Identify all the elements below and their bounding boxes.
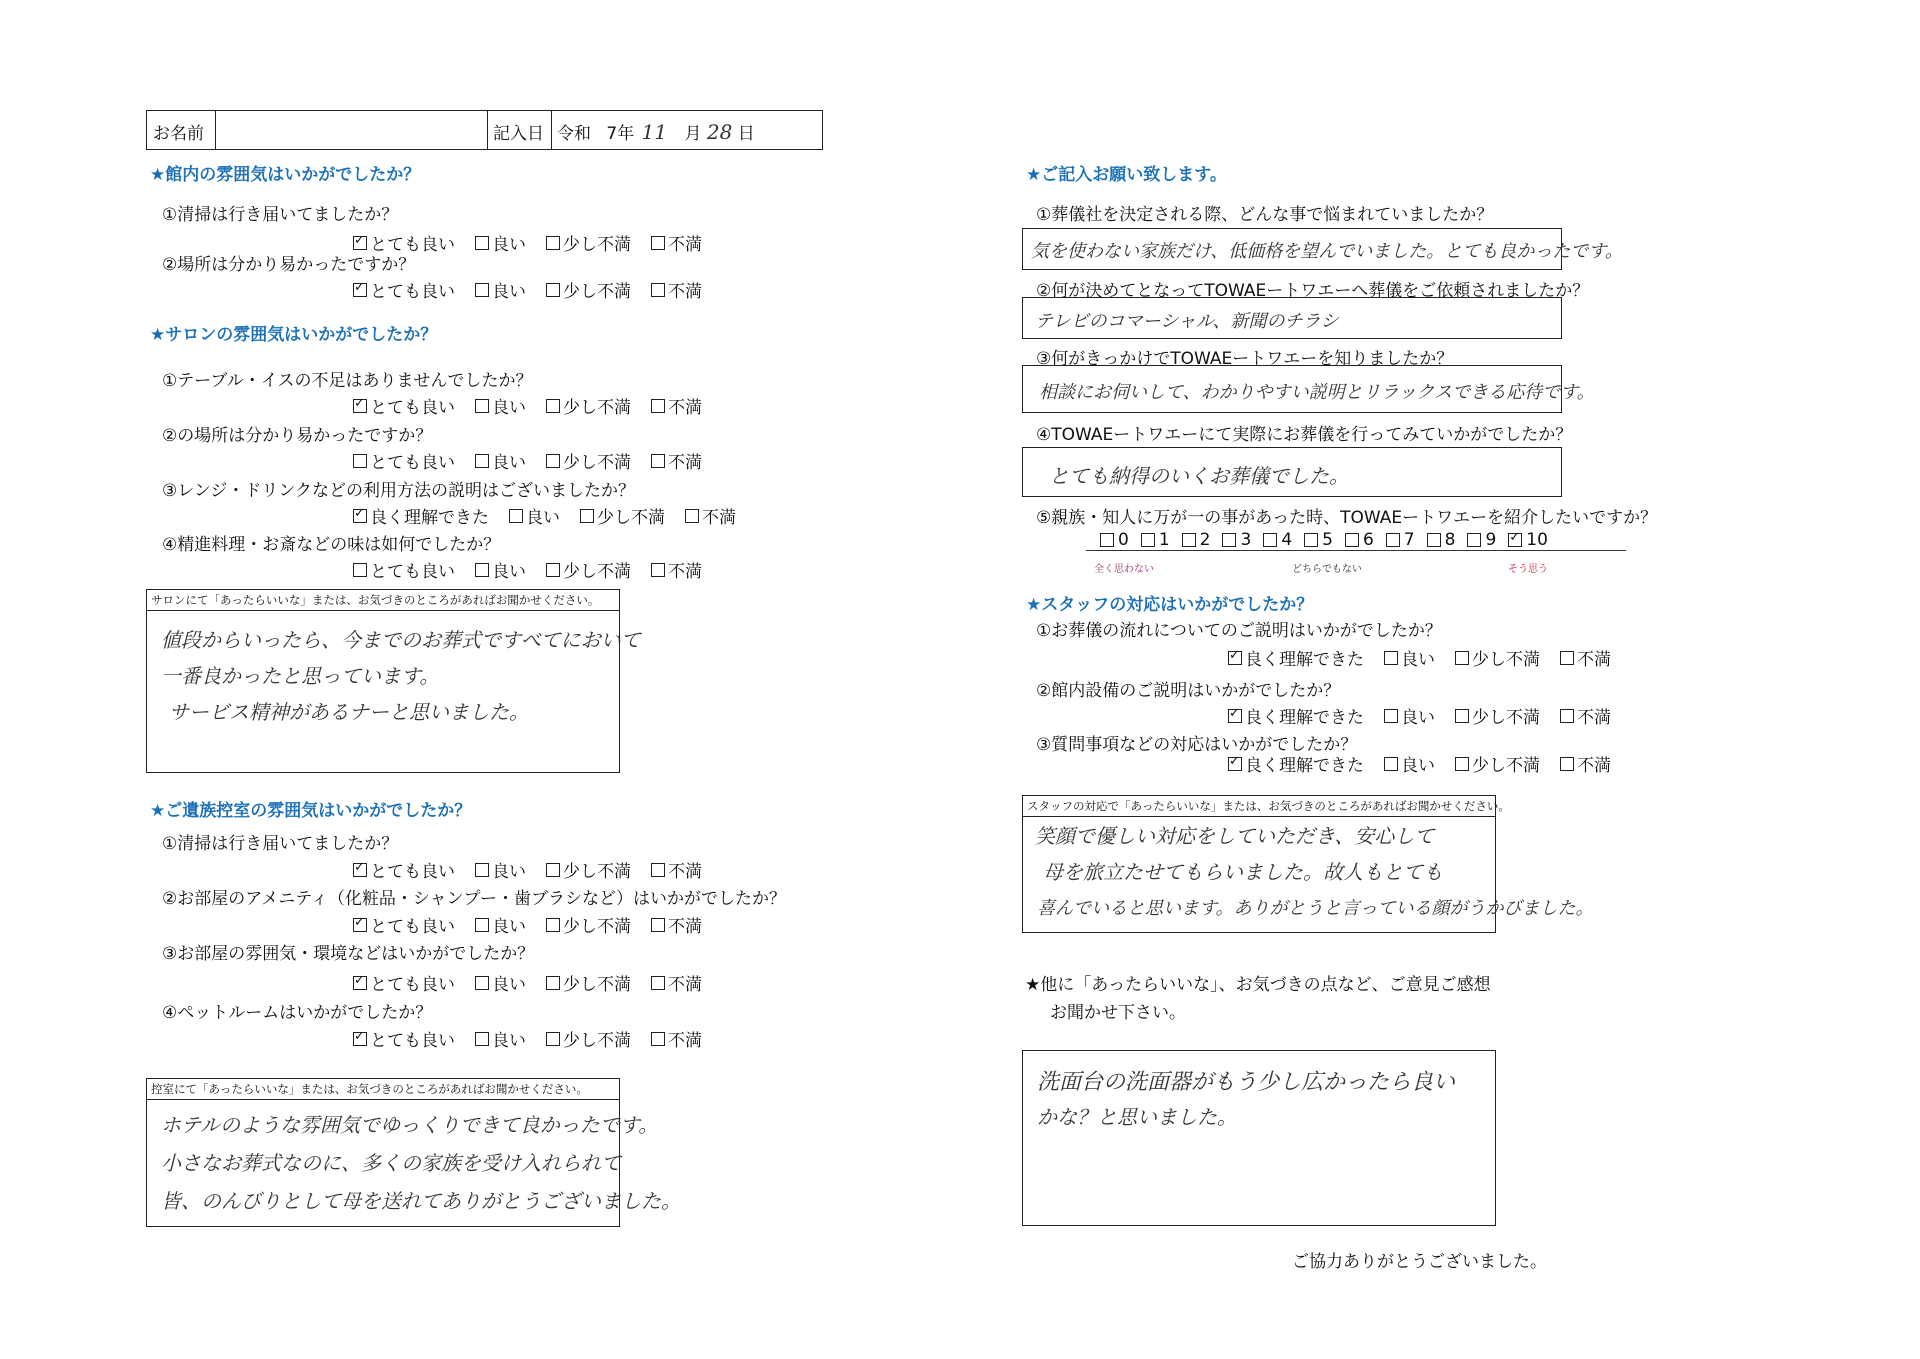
checkbox-icon[interactable] [546, 1032, 560, 1046]
question-concerns: ①葬儀社を決定される際、どんな事で悩まれていましたか？ [1036, 205, 1494, 225]
year: 7年 [606, 124, 635, 144]
other-comments-title: ★他に「あったらいいな」、お気づきの点など、ご意見ご感想 [1025, 975, 1491, 995]
option-label: 少し不満 [1472, 756, 1540, 776]
checkbox-icon[interactable] [651, 563, 665, 577]
checkbox-icon[interactable] [353, 454, 367, 468]
option-label: 良い [492, 398, 526, 418]
staff-comment-box[interactable] [1022, 795, 1594, 933]
scale-option[interactable] [1263, 530, 1292, 550]
option-label: とても良い [370, 398, 455, 418]
option-item[interactable] [651, 448, 702, 473]
option-label: 少し不満 [563, 398, 631, 418]
option-label: 良い [1401, 708, 1435, 728]
date-field[interactable] [557, 119, 755, 144]
day-unit: 日 [737, 124, 755, 144]
day-hand: 28 [706, 120, 733, 144]
checkbox-icon[interactable] [509, 509, 523, 523]
option-label: 良く理解できた [1245, 756, 1364, 776]
answer-deciding-factor[interactable] [1022, 297, 1562, 339]
question-tables: ①テーブル・イスの不足はありませんでしたか？ [162, 371, 533, 391]
thanks-text: ご協力ありがとうございました。 [1292, 1252, 1547, 1272]
option-label: 少し不満 [563, 235, 631, 255]
scale-option[interactable] [1467, 530, 1496, 550]
checked-box-icon[interactable] [353, 1032, 367, 1046]
answer-text: とても納得のいくお葬儀でした。 [1049, 464, 1349, 488]
options-row [353, 970, 702, 995]
era: 令和 [557, 124, 591, 144]
option-label: 不満 [1577, 650, 1611, 670]
checkbox-icon[interactable] [475, 918, 489, 932]
comment-line: 母を旅立たせてもらいました。故人もとても [1043, 860, 1443, 884]
option-label: 良い [492, 282, 526, 302]
checked-box-icon[interactable] [1228, 757, 1242, 771]
option-label: 良い [526, 508, 560, 528]
section-title-family-room: ★ご遺族控室の雰囲気はいかがでしたか？ [150, 801, 472, 821]
question-flow-explanation: ①お葬儀の流れについてのご説明はいかがでしたか？ [1036, 621, 1442, 641]
option-item[interactable] [546, 393, 631, 418]
name-label: お名前 [153, 124, 204, 144]
salon-comment-box[interactable] [146, 589, 641, 773]
question-cleaning: ①清掃は行き届いてましたか？ [162, 205, 399, 225]
answer-concerns[interactable] [1022, 228, 1623, 270]
option-label: 少し不満 [1472, 708, 1540, 728]
answer-experience[interactable] [1022, 447, 1562, 497]
checkbox-icon[interactable] [1455, 757, 1469, 771]
section-title-hall: ★館内の雰囲気はいかがでしたか？ [150, 165, 421, 185]
option-label: とても良い [370, 235, 455, 255]
option-item[interactable] [1228, 645, 1364, 670]
options-row [1228, 645, 1611, 670]
checkbox-icon[interactable] [1560, 709, 1574, 723]
option-item[interactable] [353, 503, 489, 528]
option-item[interactable] [651, 393, 702, 418]
checked-box-icon[interactable] [1508, 533, 1522, 547]
other-comments-box[interactable] [1022, 1050, 1496, 1226]
option-label: とても良い [370, 975, 455, 995]
options-row [353, 393, 702, 418]
option-label: 不満 [668, 862, 702, 882]
option-label: 良く理解できた [1245, 650, 1364, 670]
scale-label: 9 [1485, 530, 1497, 550]
options-row [353, 277, 702, 302]
checked-box-icon[interactable] [353, 863, 367, 877]
comment-line: 笑顔で優しい対応をしていただき、安心して [1035, 824, 1435, 848]
option-label: 少し不満 [563, 975, 631, 995]
comment-box-header: スタッフの対応で「あったらいいな」または、お気づきのところがあればお聞かせください。 [1023, 796, 1495, 817]
name-field[interactable] [217, 113, 481, 147]
answer-text: 気を使わない家族だけ、低価格を望んでいました。とても良かったです。 [1031, 241, 1623, 262]
options-row [353, 857, 702, 882]
checkbox-icon[interactable] [1222, 533, 1236, 547]
option-label: とても良い [370, 1031, 455, 1051]
checked-box-icon[interactable] [353, 509, 367, 523]
checkbox-icon[interactable] [1386, 533, 1400, 547]
option-item[interactable] [546, 448, 631, 473]
option-item[interactable] [353, 393, 455, 418]
option-label: 不満 [668, 453, 702, 473]
option-item[interactable] [651, 557, 702, 582]
option-label: とても良い [370, 917, 455, 937]
checked-box-icon[interactable] [353, 918, 367, 932]
checked-box-icon[interactable] [1228, 709, 1242, 723]
checkbox-icon[interactable] [1182, 533, 1196, 547]
checkbox-icon[interactable] [546, 454, 560, 468]
option-item[interactable] [1384, 751, 1435, 776]
answer-how-known[interactable] [1022, 365, 1595, 413]
comment-line: 値段からいったら、今までのお葬式ですべてにおいて [161, 628, 641, 652]
checkbox-icon[interactable] [1384, 757, 1398, 771]
option-item[interactable] [580, 503, 665, 528]
options-row [353, 912, 702, 937]
header-table [146, 110, 823, 150]
question-room-cleaning: ①清掃は行き届いてましたか？ [162, 834, 399, 854]
checkbox-icon[interactable] [1384, 709, 1398, 723]
option-item[interactable] [1560, 751, 1611, 776]
checkbox-icon[interactable] [546, 399, 560, 413]
option-item[interactable] [353, 448, 455, 473]
comment-line: 喜んでいると思います。ありがとうと言っている顔がうかびました。 [1037, 898, 1594, 919]
option-label: 良い [1401, 650, 1435, 670]
option-item[interactable] [353, 912, 455, 937]
scale-option[interactable] [1304, 530, 1333, 550]
answer-text: テレビのコマーシャル、新聞のチラシ [1035, 311, 1339, 332]
scale-label: 0 [1118, 530, 1129, 550]
comment-line: かな？と思いました。 [1037, 1105, 1237, 1129]
question-room-atmosphere: ③お部屋の雰囲気・環境などはいかがでしたか？ [162, 944, 535, 964]
checkbox-icon[interactable] [651, 918, 665, 932]
comment-box-header: 控室にて「あったらいいな」または、お気づきのところがあればお聞かせください。 [147, 1079, 619, 1100]
option-label: 良い [492, 975, 526, 995]
option-item[interactable] [651, 857, 702, 882]
option-label: 少し不満 [563, 862, 631, 882]
option-label: 少し不満 [563, 453, 631, 473]
option-item[interactable] [475, 970, 526, 995]
checkbox-icon[interactable] [685, 509, 699, 523]
scale-option[interactable] [1100, 530, 1129, 550]
checkbox-icon[interactable] [651, 863, 665, 877]
option-label: 少し不満 [1472, 650, 1540, 670]
option-label: とても良い [370, 862, 455, 882]
checkbox-icon[interactable] [1100, 533, 1114, 547]
section-title-staff: ★スタッフの対応はいかがでしたか？ [1026, 595, 1314, 615]
option-item[interactable] [685, 503, 736, 528]
option-label: 少し不満 [563, 562, 631, 582]
question-recommend: ⑤親族・知人に万が一の事があった時、TOWAEートワエーを紹介したいですか？ [1036, 508, 1658, 528]
checked-box-icon[interactable] [353, 976, 367, 990]
checkbox-icon[interactable] [1141, 533, 1155, 547]
option-label: 少し不満 [563, 917, 631, 937]
options-row [1228, 703, 1611, 728]
option-label: 不満 [668, 235, 702, 255]
checked-box-icon[interactable] [353, 283, 367, 297]
option-label: 良い [492, 862, 526, 882]
option-label: 良い [492, 453, 526, 473]
option-item[interactable] [353, 557, 455, 582]
scale-label: 10 [1526, 530, 1548, 550]
scale-label: 2 [1199, 530, 1211, 550]
option-item[interactable] [353, 277, 455, 302]
option-item[interactable] [651, 970, 702, 995]
checkbox-icon[interactable] [1560, 757, 1574, 771]
question-response: ③質問事項などの対応はいかがでしたか？ [1036, 735, 1358, 755]
option-item[interactable] [475, 230, 526, 255]
option-label: とても良い [370, 282, 455, 302]
option-item[interactable] [1560, 703, 1611, 728]
option-item[interactable] [353, 857, 455, 882]
answer-text: 相談にお伺いして、わかりやすい説明とリラックスできる応待です。 [1039, 382, 1595, 403]
option-item[interactable] [475, 912, 526, 937]
question-experience: ④TOWAEートワエーにて実際にお葬儀を行ってみていかがでしたか？ [1036, 425, 1573, 445]
option-item[interactable] [475, 857, 526, 882]
option-label: 不満 [668, 1031, 702, 1051]
divider [487, 111, 488, 149]
comment-line: 洗面台の洗面器がもう少し広かったら良い [1037, 1070, 1456, 1095]
checkbox-icon[interactable] [580, 509, 594, 523]
scale-option[interactable] [1141, 530, 1170, 550]
checkbox-icon[interactable] [651, 236, 665, 250]
month-unit: 月 [684, 124, 702, 144]
option-item[interactable] [1455, 645, 1540, 670]
checkbox-icon[interactable] [475, 976, 489, 990]
checkbox-icon[interactable] [475, 563, 489, 577]
option-label: 不満 [668, 398, 702, 418]
scale-option[interactable] [1508, 530, 1548, 550]
option-label: 良く理解できた [370, 508, 489, 528]
checkbox-icon[interactable] [651, 976, 665, 990]
option-item[interactable] [475, 277, 526, 302]
option-label: 良く理解できた [1245, 708, 1364, 728]
options-row [353, 448, 702, 473]
option-item[interactable] [546, 277, 631, 302]
option-label: 不満 [668, 917, 702, 937]
checkbox-icon[interactable] [1455, 651, 1469, 665]
scale-option[interactable] [1386, 530, 1415, 550]
option-item[interactable] [546, 970, 631, 995]
comment-line: サービス精神があるナーと思いました。 [169, 700, 529, 724]
option-item[interactable] [1384, 703, 1435, 728]
option-label: 少し不満 [563, 1031, 631, 1051]
option-label: 良い [492, 1031, 526, 1051]
checkbox-icon[interactable] [651, 454, 665, 468]
recommend-scale [1100, 530, 1548, 550]
option-item[interactable] [475, 557, 526, 582]
option-item[interactable] [475, 393, 526, 418]
option-item[interactable] [1455, 703, 1540, 728]
option-label: 不満 [668, 975, 702, 995]
option-label: 良い [492, 562, 526, 582]
option-item[interactable] [353, 970, 455, 995]
divider [551, 111, 552, 149]
checkbox-icon[interactable] [651, 1032, 665, 1046]
option-item[interactable] [509, 503, 560, 528]
date-label: 記入日 [493, 124, 544, 144]
checkbox-icon[interactable] [546, 236, 560, 250]
question-food-taste: ④精進料理・お斎などの味は如何でしたか？ [162, 535, 501, 555]
comment-box-header: サロンにて「あったらいいな」または、お気づきのところがあればお聞かせください。 [147, 590, 619, 611]
option-item[interactable] [475, 448, 526, 473]
checkbox-icon[interactable] [1560, 651, 1574, 665]
scale-label: 6 [1362, 530, 1374, 550]
comment-line: ホテルのような雰囲気でゆっくりできて良かったです。 [161, 1113, 659, 1137]
checkbox-icon[interactable] [1427, 533, 1441, 547]
checkbox-icon[interactable] [475, 1032, 489, 1046]
option-label: 少し不満 [563, 282, 631, 302]
question-deciding-factor: ②何が決めてとなってTOWAEートワエーへ葬儀をご依頼されましたか？ [1036, 281, 1590, 301]
checkbox-icon[interactable] [546, 863, 560, 877]
checkbox-icon[interactable] [1263, 533, 1277, 547]
other-comments-subtitle: お聞かせ下さい。 [1050, 1003, 1186, 1023]
option-label: 不満 [1577, 708, 1611, 728]
scale-label: 3 [1240, 530, 1252, 550]
options-row [353, 503, 736, 528]
scale-axis [1086, 550, 1626, 551]
checkbox-icon[interactable] [651, 283, 665, 297]
option-label: 不満 [702, 508, 736, 528]
checkbox-icon[interactable] [1455, 709, 1469, 723]
option-item[interactable] [546, 857, 631, 882]
divider [215, 111, 216, 149]
question-salon-location: ②の場所は分かり易かったですか？ [162, 426, 433, 446]
room-comment-box[interactable] [146, 1078, 681, 1227]
option-item[interactable] [353, 1026, 455, 1051]
checkbox-icon[interactable] [651, 399, 665, 413]
section-title-salon: ★サロンの雰囲気はいかがでしたか？ [150, 325, 438, 345]
checkbox-icon[interactable] [475, 236, 489, 250]
scale-option[interactable] [1182, 530, 1211, 550]
checkbox-icon[interactable] [475, 454, 489, 468]
comment-line: 皆、のんびりとして母を送れてありがとうございました。 [161, 1189, 681, 1213]
checkbox-icon[interactable] [546, 918, 560, 932]
scale-label: 4 [1281, 530, 1293, 550]
scale-label: 5 [1322, 530, 1333, 550]
options-row [1228, 751, 1611, 776]
option-item[interactable] [546, 912, 631, 937]
checkbox-icon[interactable] [475, 863, 489, 877]
scale-label-right: そう思う [1508, 564, 1548, 575]
option-item[interactable] [1455, 751, 1540, 776]
option-label: とても良い [370, 453, 455, 473]
option-label: 不満 [1577, 756, 1611, 776]
question-pet-room: ④ペットルームはいかがでしたか？ [162, 1003, 433, 1023]
scale-label-middle: どちらでもない [1292, 564, 1362, 575]
option-label: とても良い [370, 562, 455, 582]
scale-option[interactable] [1345, 530, 1374, 550]
option-label: 良い [492, 917, 526, 937]
options-row [353, 1026, 702, 1051]
checkbox-icon[interactable] [353, 563, 367, 577]
option-item[interactable] [651, 277, 702, 302]
option-item[interactable] [546, 230, 631, 255]
option-label: 良い [492, 235, 526, 255]
scale-option[interactable] [1427, 530, 1456, 550]
option-item[interactable] [651, 912, 702, 937]
option-label: 不満 [668, 282, 702, 302]
checkbox-icon[interactable] [475, 399, 489, 413]
option-item[interactable] [1384, 645, 1435, 670]
section-title-request: ★ご記入お願い致します。 [1026, 165, 1227, 185]
option-label: 少し不満 [597, 508, 665, 528]
question-usage-explanation: ③レンジ・ドリンクなどの利用方法の説明はございましたか？ [162, 481, 636, 501]
comment-line: 一番良かったと思っています。 [161, 664, 440, 688]
question-amenities: ②お部屋のアメニティ（化粧品・シャンプー・歯ブラシなど）はいかがでしたか？ [162, 889, 787, 909]
options-row [353, 557, 702, 582]
checked-box-icon[interactable] [353, 399, 367, 413]
scale-option[interactable] [1222, 530, 1251, 550]
checkbox-icon[interactable] [475, 283, 489, 297]
option-item[interactable] [546, 1026, 631, 1051]
checkbox-icon[interactable] [1304, 533, 1318, 547]
option-item[interactable] [1228, 703, 1364, 728]
checkbox-icon[interactable] [546, 563, 560, 577]
checkbox-icon[interactable] [546, 976, 560, 990]
checkbox-icon[interactable] [1384, 651, 1398, 665]
checkbox-icon[interactable] [1345, 533, 1359, 547]
question-how-known: ③何がきっかけでTOWAEートワエーを知りましたか？ [1036, 349, 1454, 369]
option-item[interactable] [546, 557, 631, 582]
option-item[interactable] [1228, 751, 1364, 776]
option-item[interactable] [651, 230, 702, 255]
option-label: 不満 [668, 562, 702, 582]
checked-box-icon[interactable] [1228, 651, 1242, 665]
comment-line: 小さなお葬式なのに、多くの家族を受け入れられて [161, 1151, 621, 1175]
option-item[interactable] [651, 1026, 702, 1051]
option-label: 良い [1401, 756, 1435, 776]
checkbox-icon[interactable] [1467, 533, 1481, 547]
scale-label-left: 全く思わない [1094, 564, 1154, 575]
question-location: ②場所は分かり易かったですか？ [162, 255, 416, 275]
scale-label: 1 [1158, 530, 1170, 550]
checked-box-icon[interactable] [353, 236, 367, 250]
scale-label: 8 [1444, 530, 1456, 550]
option-item[interactable] [475, 1026, 526, 1051]
month-hand: 11 [641, 120, 668, 144]
checkbox-icon[interactable] [546, 283, 560, 297]
scale-label: 7 [1403, 530, 1415, 550]
option-item[interactable] [1560, 645, 1611, 670]
question-facility-explanation: ②館内設備のご説明はいかがでしたか？ [1036, 681, 1341, 701]
